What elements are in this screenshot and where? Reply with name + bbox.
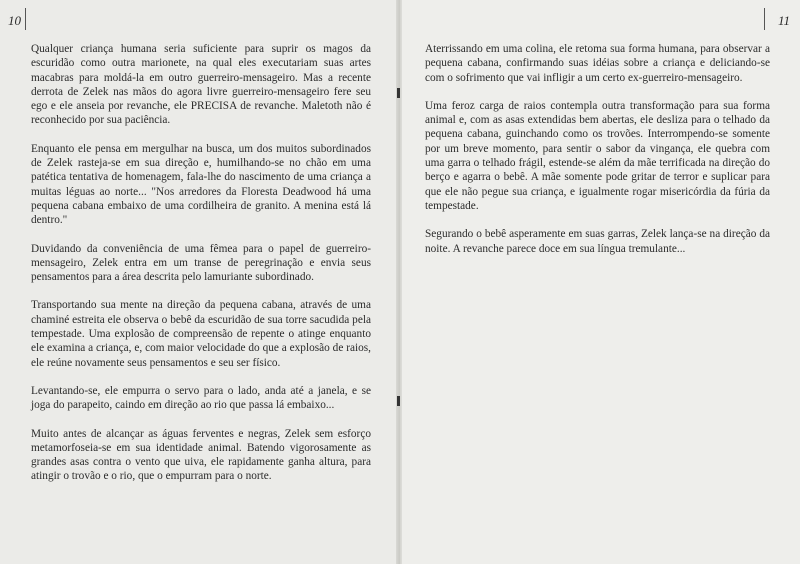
paragraph: Qualquer criança humana seria suficiente para suprir os magos da escuridão como outra marionete, na qual eles executariam suas artes macabras para moldá-la em outro guerreiro-mensageiro. Mas a recente derrota de Zelek nas mãos do agora livre guerreiro-mensageiro fere seu ego e ele anseia por revanche, ele PRECISA de revanche. Maletoth não é reconhecido por sua paciência. — [31, 43, 371, 127]
paragraph: Duvidando da conveniência de uma fêmea para o papel de guerreiro-mensageiro, Zelek entra em um transe de peregrinação e envia seus pensamentos para a área descrita pelo lamuriante subordinado. — [31, 242, 371, 284]
left-page — [0, 0, 398, 564]
paragraph: Uma feroz carga de raios contempla outra transformação para sua forma animal e, com as asas extendidas bem abertas, ele desliza para o telhado da pequena cabana, guinchando como os trovões. Interrompendo-se somente por um breve momento, para sentir o sabor da vingança, ele quebra com uma garra o telhado frágil, estende-se além da mãe terrificada na direção do berço e agarra o bebê. A mãe somente pode gritar de terror e suplicar para que ele não pegue sua criança, e igualmente rogar misericórdia da fúria da tempestade. — [425, 99, 770, 212]
paragraph: Enquanto ele pensa em mergulhar na busca, um dos muitos subordinados de Zelek rasteja-se em sua direção e, humilhando-se no chão em uma patética tentativa de homenagem, fala-lhe do nascimento de uma criança a muitas léguas ao norte... "Nos arredores da Floresta Deadwood há uma pequena cabana embaixo de uma cordilheira de granito. A menina está lá dentro." — [31, 142, 371, 227]
paragraph: Levantando-se, ele empurra o servo para o lado, anda até a janela, e se joga do parapeito, caindo em direção ao rio que passa lá embaixo... — [31, 384, 371, 412]
page-number-rule — [25, 8, 26, 30]
page-number-rule — [764, 8, 765, 30]
staple-mark — [397, 88, 400, 98]
paragraph: Aterrissando em uma colina, ele retoma sua forma humana, para observar a pequena cabana, confirmando suas idéias sobre a criança e deliciando-se com o sofrimento que vai infligir a um certo ex-guerreiro-mensageiro. — [425, 43, 770, 84]
page-text — [31, 42, 371, 498]
staple-mark — [397, 396, 400, 406]
paragraph: Segurando o bebê asperamente em suas garras, Zelek lança-se na direção da noite. A revanche parece doce em sua língua tremulante... — [425, 228, 770, 255]
right-page — [402, 0, 800, 564]
page-number: 10 — [8, 13, 21, 28]
page-text — [425, 42, 770, 270]
paragraph: Transportando sua mente na direção da pequena cabana, através de uma chaminé estreita ele observa o bebê da escuridão de sua torre sacudida pela tempestade. Uma explosão de compreensão de repente o atinge enquanto ele examina a criança, e, com maior velocidade do que a explosão de raios, ele reúne novamente seus pensamentos e seu ser físico. — [31, 299, 371, 369]
page-number: 11 — [777, 13, 790, 28]
paragraph: Muito antes de alcançar as águas ferventes e negras, Zelek sem esforço metamorfoseia-se em sua identidade animal. Batendo vigorosamente as grandes asas contra o vento que uiva, ele rapidamente ganha altura, para atingir o trovão e o rio, que o empurram para o norte. — [31, 427, 371, 483]
